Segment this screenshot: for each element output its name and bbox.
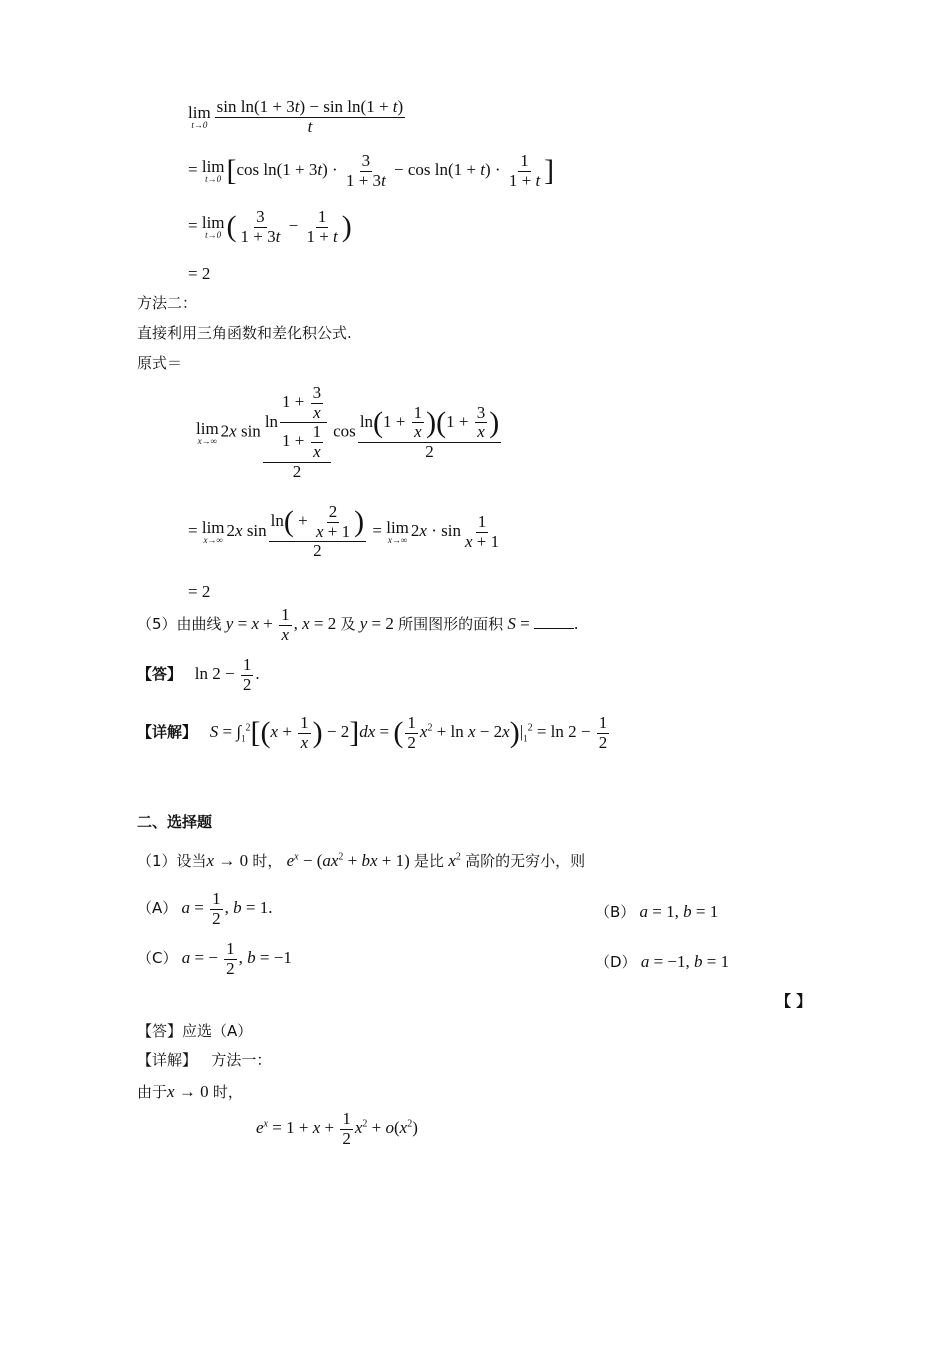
original-label: 原式＝: [137, 354, 183, 372]
answer-label: 【答】: [137, 665, 183, 684]
q1-mid2: 是比: [414, 852, 445, 870]
q1-suffix: 高阶的无穷小，则: [465, 852, 586, 870]
since-suffix: 时，: [212, 1083, 243, 1101]
sum-to-product-expression: lim x→∞ 2x sin ln 1 + $\frac{3}{x}$ 1 + $\frac{1}{x}$ 2 cos ln(1 + $\frac{1}{x}$ )(1 + $\frac{3}{x}$ ) 2: [196, 383, 500, 481]
option-a[interactable]: （A） a = $\frac{1}{2}$ , b = 1.: [137, 889, 273, 928]
q5-answer: 【答】 ln 2 − $\frac{1}{2}$ .: [137, 655, 260, 694]
answer-choice-line: 【答】应选（A）: [137, 1022, 253, 1040]
option-d-label: （D）: [595, 953, 637, 971]
option-a-label: （A）: [137, 899, 178, 918]
limit-expression-2: = lim t→0 [cos ln(1 + 3t) · $\frac{3}{1 + 3t}$ − cos ln(1 + t) · $\frac{1}{1 + t}$ ]: [188, 151, 555, 190]
section-2-title: 二、选择题: [137, 813, 213, 831]
result-line-1: = 2: [188, 264, 211, 283]
option-b-label: （B）: [595, 903, 636, 921]
q1-prefix: （1）设当: [137, 852, 207, 870]
q5-detail: 【详解】 $S = \int_1^2[(x$ + $\frac{1}{x}$ ) − 2]dx = ( $\frac{1}{2}$ $x^2 + \ln x - 2x)|_1^2 = \ln 2$ − $\frac{1}{2}$: [137, 713, 608, 752]
result-line-2: = 2: [188, 582, 211, 601]
q1-mid: 时，: [252, 852, 283, 870]
detail-method: 方法一：: [211, 1051, 272, 1069]
question-5: （5）由曲线 y = x + $\frac{1}{x}$ , x = 2 及 y = 2 所围图形的面积 S = .: [137, 605, 579, 644]
taylor-expansion: $e^x = 1 + x$ + $\frac{1}{2}$ $x^2 + o(x^2)$: [256, 1109, 418, 1148]
detail-label-2: 【详解】: [137, 1051, 198, 1069]
method2-label: 方法二：: [137, 294, 198, 312]
option-c-label: （C）: [137, 949, 178, 968]
question-1: （1）设当x → 0 时， $e^x - (ax^2$ + bx + 1) 是比 $x^2$ 高阶的无穷小，则: [137, 851, 586, 870]
detail-line: [137, 1053, 271, 1068]
option-c[interactable]: （C） a = − $\frac{1}{2}$ , b = −1: [137, 939, 292, 978]
limit-expression-1: lim t→0 $\frac{\text{sin ln(1 + 3t) − sin ln(1 + t)}}{t}$: [188, 97, 404, 136]
sum-to-product-simplified: = lim x→∞ 2x sin ln( + $\frac{2}{x + 1}$ ) 2 = lim x→∞ 2x · sin $\frac{1}{x + 1}$: [188, 502, 500, 561]
option-d[interactable]: （D） a = −1, b = 1: [595, 952, 730, 971]
q5-prefix: （5）由曲线: [137, 615, 222, 634]
option-b[interactable]: （B） a = 1, b = 1: [595, 902, 719, 921]
method2-description: 直接利用三角函数和差化积公式.: [137, 324, 352, 342]
answer-bracket: 【 】: [776, 992, 812, 1010]
since-line: 由于x → 0 时，: [137, 1082, 243, 1101]
detail-label: 【详解】: [137, 723, 198, 742]
q5-mid: 所围图形的面积: [398, 615, 504, 634]
since-prefix: 由于: [137, 1083, 168, 1101]
limit-expression-3: = lim t→0 ( $\frac{3}{1 + 3t}$ − $\frac{1}{1 + t}$ ): [188, 207, 352, 246]
